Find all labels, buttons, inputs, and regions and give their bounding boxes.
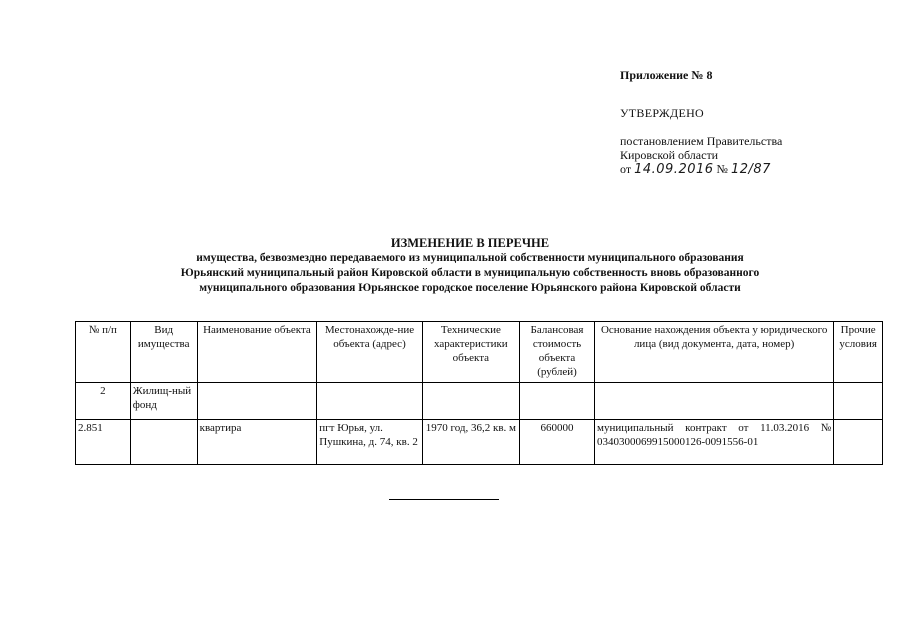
header-tech: Технические характеристики объекта — [422, 322, 519, 383]
header-cost: Балансовая стоимость объекта (рублей) — [520, 322, 595, 383]
cell-basis — [595, 383, 834, 420]
cell-tech — [422, 383, 519, 420]
cell-other — [834, 420, 883, 465]
decree-number: 12/87 — [730, 162, 771, 177]
cell-address — [317, 383, 422, 420]
cell-cost — [520, 383, 595, 420]
title-main: ИЗМЕНЕНИЕ В ПЕРЕЧНЕ — [390, 236, 550, 250]
title-line-3: муниципального образования Юрьянское городское поселение Юрьянского района Кировской области — [199, 282, 741, 294]
cell-num: 2.851 — [76, 420, 131, 465]
approved-stamp: УТВЕРЖДЕНО — [620, 106, 705, 120]
decree-block — [620, 134, 782, 177]
decree-line-1: постановлением Правительства — [620, 134, 783, 148]
title-line-2: Юрьянский муниципальный район Кировской области в муниципальную собственность вновь образованного — [180, 267, 760, 279]
header-kind: Вид имущества — [130, 322, 197, 383]
header-name: Наименование объекта — [197, 322, 317, 383]
cell-basis: муниципальный контракт от 11.03.2016 № 0340300069915000126-0091556-01 — [595, 420, 834, 465]
cell-kind: Жилищ-ный фонд — [130, 383, 197, 420]
decree-no-label: № — [716, 162, 728, 176]
cell-kind — [130, 420, 197, 465]
end-divider — [389, 499, 499, 500]
table-row — [76, 383, 883, 420]
header-num: № п/п — [76, 322, 131, 383]
decree-line-2: Кировской области — [620, 148, 719, 162]
header-other: Прочие условия — [834, 322, 883, 383]
document-title — [120, 236, 820, 296]
cell-tech: 1970 год, 36,2 кв. м — [422, 420, 519, 465]
appendix-label: Приложение № 8 — [620, 68, 713, 82]
cell-num: 2 — [76, 383, 131, 420]
decree-date-line — [620, 162, 782, 177]
cell-address: пгт Юрья, ул. Пушкина, д. 74, кв. 2 — [317, 420, 422, 465]
property-table — [75, 321, 883, 465]
cell-name: квартира — [197, 420, 317, 465]
decree-from: от — [620, 162, 632, 176]
decree-date: 14.09.2016 — [634, 162, 714, 177]
table-row — [76, 420, 883, 465]
cell-other — [834, 383, 883, 420]
cell-cost: 660000 — [520, 420, 595, 465]
title-line-1: имущества, безвозмездно передаваемого из муниципальной собственности муниципального образования — [196, 252, 744, 264]
header-address: Местонахожде-ние объекта (адрес) — [317, 322, 422, 383]
cell-name — [197, 383, 317, 420]
header-basis: Основание нахождения объекта у юридического лица (вид документа, дата, номер) — [595, 322, 834, 383]
table-header-row — [76, 322, 883, 383]
